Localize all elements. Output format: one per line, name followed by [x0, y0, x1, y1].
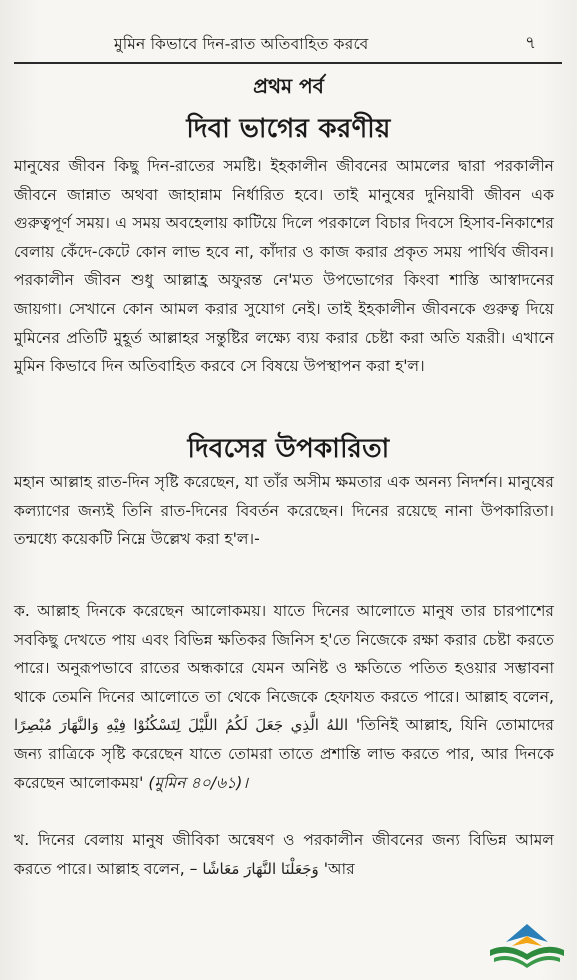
running-header: [14, 30, 562, 64]
item-ka-arabic: اللهُ الَّذِي جَعَلَ لَكُمُ اللَّيْلَ لِتَسْكُنُوْا فِيْهِ وَالنَّهَارَ مُبْصِرًا: [14, 716, 349, 735]
section-title-duties: দিবা ভাগের করণীয়: [186, 114, 391, 144]
item-ka-reference: (মুমিন ৪০/৬১)।: [148, 773, 248, 792]
item-ka-translation: 'তিনিই আল্লাহ, যিনি তোমাদের জন্য রাত্রিকে সৃষ্টি করেছেন যাতে তোমরা তাতে প্রশান্তি লাভ করতে পার, আর দিনকে করেছেন আলোকময়': [14, 716, 554, 792]
item-kha-text: খ. দিনের বেলায় মানুষ জীবিকা অন্বেষণ ও পরকালীন জীবনের জন্য বিভিন্ন আমল করতে পারে। আল্লাহ বলেন, –: [14, 831, 554, 878]
section1-paragraph: মানুষের জীবন কিছু দিন-রাতের সমষ্টি। ইহকালীন জীবনের আমলের দ্বারা পরকালীন জীবনে জান্নাত অথবা জাহান্নাম নির্ধারিত হবে। তাই মানুষের দুনিয়াবী জীবন এক গুরুত্বপূর্ণ সময়। এ সময় অবহেলায় কাটিয়ে দিলে পরকালে বিচার দিবসে হিসাব-নিকাশের বেলায় কেঁদে-কেটে কোন লাভ হবে না, কাঁদার ও কাজ করার প্রকৃত সময় পার্থিব জীবন। পরকালীন জীবন শুধু আল্লাহ্র অফুরন্ত নে'মত উপভোগের কিংবা শাস্তি আস্বাদনের জায়গা। সেখানে কোন আমল করার সুযোগ নেই। তাই ইহকালীন জীবনকে গুরুত্ব দিয়ে মুমিনের প্রতিটি মুহূর্ত আল্লাহর সন্তুষ্টির লক্ষ্যে ব্যয় করার চেষ্টা করা অতি যরূরী। এখানে মুমিন কিভাবে দিন অতিবাহিত করবে সে বিষয়ে উপস্থাপন করা হ'ল।: [14, 157, 554, 376]
item-kha-translation: 'আর: [323, 859, 355, 878]
item-kha-arabic: وَجَعَلْنَا النَّهَارَ مَعَاشًا: [202, 859, 319, 878]
publisher-logo-icon: [484, 920, 570, 972]
section-title-benefits: দিবসের উপকারিতা: [187, 434, 390, 464]
part-title: প্রথম পর্ব: [253, 74, 324, 98]
page-number: ৭: [524, 33, 536, 53]
running-title: মুমিন কিভাবে দিন-রাত অতিবাহিত করবে: [114, 35, 369, 53]
item-ka-text: ক. আল্লাহ দিনকে করেছেন আলোকময়। যাতে দিনের আলোতে মানুষ তার চারপাশের সবকিছু দেখতে পায় এবং বিভিন্ন ক্ষতিকর জিনিস হ'তে নিজেকে রক্ষা করার চেষ্টা করতে পারে। অনুরূপভাবে রাতের অন্ধকারে যেমন অনিষ্ট ও ক্ষতিতে পতিত হওয়ার সম্ভাবনা থাকে তেমনি দিনের আলোতে তা থেকে নিজেকে হেফাযত করতে পারে। আল্লাহ বলেন,: [14, 602, 554, 706]
item-ka-paragraph: [14, 597, 554, 797]
item-kha-paragraph: [14, 826, 554, 883]
section2-intro: মহান আল্লাহ রাত-দিন সৃষ্টি করেছেন, যা তাঁর অসীম ক্ষমতার এক অনন্য নিদর্শন। মানুষের কল্যাণের জন্যই তিনি রাত-দিনের বিবর্তন করেছেন। দিনের রয়েছে নানা উপকারিতা। তন্মধ্যে কয়েকটি নিম্নে উল্লেখ করা হ'ল।-: [14, 473, 554, 549]
